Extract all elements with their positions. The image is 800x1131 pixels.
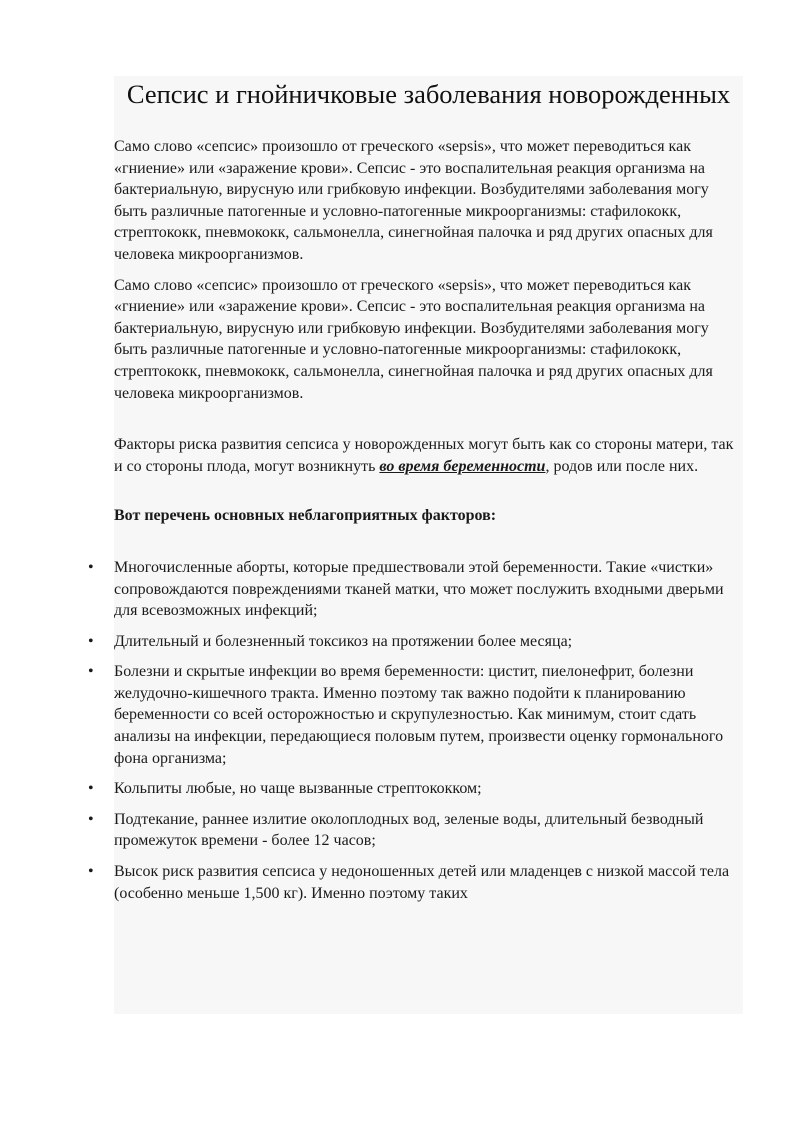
list-item-text: Подтекание, раннее излитие околоплодных вод, зеленые воды, длительный безводный промежуток времени - более 12 часов; (114, 810, 704, 850)
paragraph-risk-factors (114, 434, 743, 477)
bullet-icon: • (88, 780, 94, 798)
document-body (88, 78, 743, 913)
list-item (88, 809, 743, 852)
bullet-icon: • (88, 810, 94, 828)
list-item (88, 661, 743, 769)
paragraph-intro-1: Само слово «сепсис» произошло от греческого «sepsis», что может переводиться как «гниение» или «заражение крови». Сепсис - это воспалительная реакция организма на бактериальную, вирусную или грибковую инфекции. Возбудителями заболевания могу быть различные патогенные и условно-патогенные микроорганизмы: стафилококк, стрептококк, пневмококк, сальмонелла, синегнойная палочка и ряд других опасных для человека микроорганизмов. (114, 138, 713, 263)
list-item (88, 861, 743, 904)
list-item (88, 778, 743, 800)
paragraph-intro-2: Само слово «сепсис» произошло от греческого «sepsis», что может переводиться как «гниение» или «заражение крови». Сепсис - это воспалительная реакция организма на бактериальную, вирусную или грибковую инфекции. Возбудителями заболевания могу быть различные патогенные и условно-патогенные микроорганизмы: стафилококк, стрептококк, пневмококк, сальмонелла, синегнойная палочка и ряд других опасных для человека микроорганизмов. (114, 276, 713, 402)
list-item (88, 557, 743, 622)
factors-list (88, 557, 743, 904)
bullet-icon: • (88, 558, 94, 576)
factors-heading: Вот перечень основных неблагоприятных факторов: (114, 507, 497, 525)
list-item-text: Многочисленные аборты, которые предшествовали этой беременности. Такие «чистки» сопровождаются повреждениями тканей матки, что может послужить входными дверьми для всевозможных инфекций; (114, 558, 724, 620)
list-item-text: Болезни и скрытые инфекции во время беременности: цистит, пиелонефрит, болезни желудочно-кишечного тракта. Именно поэтому так важно подойти к планированию беременности со всей осторожностью и скрупулезностью. Как минимум, стоит сдать анализы на инфекции, передающиеся половым путем, произвести оценку гормонального фона организма; (114, 663, 724, 767)
list-item-text: Длительный и болезненный токсикоз на протяжении более месяца; (114, 632, 573, 650)
bullet-icon: • (88, 632, 94, 650)
risk-text-before: Факторы риска развития сепсиса у новорожденных могут быть как со стороны матери, так и со стороны плода, могут возникнуть (114, 436, 734, 475)
list-item-text: Высок риск развития сепсиса у недоношенных детей или младенцев с низкой массой тела (особенно меньше 1,500 кг). Именно поэтому таких (114, 863, 730, 902)
list-item (88, 631, 743, 653)
bullet-icon: • (88, 663, 94, 681)
list-item-text: Кольпиты любые, но чаще вызванные стрептококком; (114, 780, 482, 798)
risk-text-after: , родов или после них. (545, 457, 699, 475)
bullet-icon: • (88, 863, 94, 881)
pregnancy-link[interactable]: во время беременности (379, 457, 546, 475)
page-title: Сепсис и гнойничковые заболевания новорожденных (126, 79, 731, 109)
